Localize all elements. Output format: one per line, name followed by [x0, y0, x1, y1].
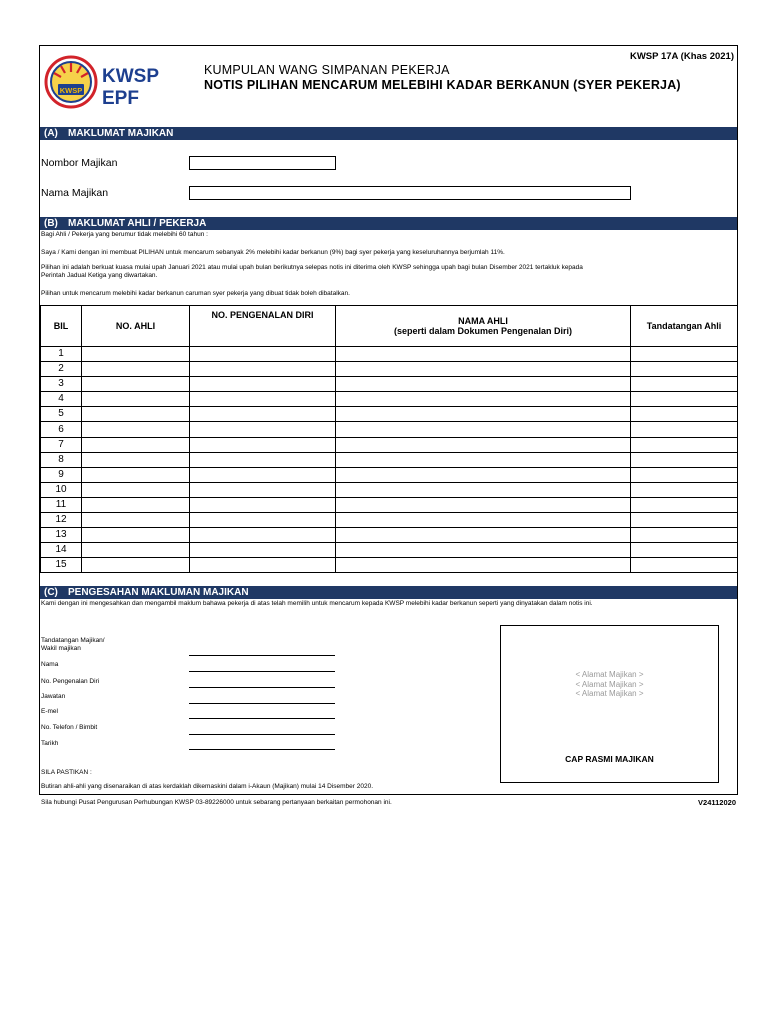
signature-label-line2: Wakil majikan: [41, 645, 81, 652]
cell-tandatangan[interactable]: [631, 467, 738, 482]
member-row: [41, 467, 738, 482]
section-a-header: [40, 127, 737, 140]
cell-no-pengenalan[interactable]: [190, 543, 336, 558]
cell-nama-ahli[interactable]: [336, 437, 631, 452]
cell-no-ahli[interactable]: [82, 377, 190, 392]
col-nama-ahli: [336, 306, 631, 347]
cell-tandatangan[interactable]: [631, 437, 738, 452]
row-number: 14: [41, 543, 82, 558]
cell-no-ahli[interactable]: [82, 528, 190, 543]
section-b-irrevocable: Pilihan untuk mencarum melebihi kadar berkanun caruman syer pekerja yang dibuat tidak boleh dibatalkan.: [41, 290, 350, 297]
cell-nama-ahli[interactable]: [336, 422, 631, 437]
member-row: [41, 558, 738, 573]
cell-nama-ahli[interactable]: [336, 528, 631, 543]
employer-address-block: [501, 670, 718, 699]
cell-no-pengenalan[interactable]: [190, 452, 336, 467]
row-number: 10: [41, 482, 82, 497]
logo-epf-text: EPF: [102, 88, 139, 109]
member-rows: [41, 347, 738, 582]
cell-no-pengenalan[interactable]: [190, 437, 336, 452]
cell-no-ahli[interactable]: [82, 467, 190, 482]
cell-nama-ahli[interactable]: [336, 558, 631, 573]
section-a-number: (A): [44, 128, 58, 139]
date-label: Tarikh: [41, 740, 59, 747]
cell-no-ahli[interactable]: [82, 422, 190, 437]
member-row: [41, 392, 738, 407]
phone-label: No. Telefon / Bimbit: [41, 724, 98, 731]
cell-no-ahli[interactable]: [82, 543, 190, 558]
employer-no-field[interactable]: [189, 156, 336, 170]
ic-label: No. Pengenalan Diri: [41, 678, 100, 685]
name-line[interactable]: [189, 671, 335, 672]
row-number: 2: [41, 362, 82, 377]
col-no-ahli: NO. AHLI: [82, 306, 190, 347]
cell-no-ahli[interactable]: [82, 513, 190, 528]
cell-no-pengenalan[interactable]: [190, 513, 336, 528]
cell-no-pengenalan[interactable]: [190, 407, 336, 422]
cell-tandatangan[interactable]: [631, 528, 738, 543]
cell-tandatangan[interactable]: [631, 422, 738, 437]
spacer-cell: [41, 573, 82, 582]
row-number: 3: [41, 377, 82, 392]
member-table: [40, 305, 738, 581]
spacer-cell: [82, 573, 190, 582]
employer-name-label: Nama Majikan: [41, 187, 109, 199]
official-stamp-label: CAP RASMI MAJIKAN: [565, 754, 654, 764]
kwsp-epf-logo: [44, 54, 170, 110]
cell-no-ahli[interactable]: [82, 437, 190, 452]
member-row: [41, 543, 738, 558]
row-number: 11: [41, 497, 82, 512]
cell-tandatangan[interactable]: [631, 362, 738, 377]
col-no-pengenalan: NO. PENGENALAN DIRI: [190, 306, 336, 347]
member-row: [41, 497, 738, 512]
cell-nama-ahli[interactable]: [336, 497, 631, 512]
member-row: [41, 362, 738, 377]
spacer-cell: [631, 573, 738, 582]
row-number: 12: [41, 513, 82, 528]
cell-nama-ahli[interactable]: [336, 407, 631, 422]
member-row: [41, 513, 738, 528]
email-label: E-mel: [41, 708, 58, 715]
row-number: 7: [41, 437, 82, 452]
date-line[interactable]: [189, 749, 335, 750]
cell-no-pengenalan[interactable]: [190, 392, 336, 407]
cell-nama-ahli[interactable]: [336, 543, 631, 558]
section-b-eligibility: Bagi Ahli / Pekerja yang berumur tidak melebihi 60 tahun :: [41, 231, 208, 238]
member-row: [41, 452, 738, 467]
row-number: 9: [41, 467, 82, 482]
row-number: 4: [41, 392, 82, 407]
member-table-spacer: [41, 573, 738, 582]
cell-no-ahli[interactable]: [82, 497, 190, 512]
row-number: 13: [41, 528, 82, 543]
cell-tandatangan[interactable]: [631, 497, 738, 512]
section-b-choice: Saya / Kami dengan ini membuat PILIHAN untuk mencarum sebanyak 2% melebihi kadar berkanun (9%) bagi syer pekerja yang keseluruhannya berjumlah 11%.: [41, 249, 505, 256]
cell-tandatangan[interactable]: [631, 452, 738, 467]
cell-nama-ahli[interactable]: [336, 467, 631, 482]
cell-no-pengenalan[interactable]: [190, 497, 336, 512]
cell-tandatangan[interactable]: [631, 392, 738, 407]
employer-no-label: Nombor Majikan: [41, 157, 118, 169]
cell-no-pengenalan[interactable]: [190, 467, 336, 482]
logo-kwsp-text: KWSP: [102, 66, 159, 87]
cell-no-ahli[interactable]: [82, 362, 190, 377]
member-row: [41, 437, 738, 452]
section-b-number: (B): [44, 218, 58, 229]
cell-nama-ahli[interactable]: [336, 482, 631, 497]
please-ensure-label: SILA PASTIKAN :: [41, 769, 92, 776]
employer-stamp-box[interactable]: [500, 625, 719, 783]
col-bil: BIL: [41, 306, 82, 347]
cell-nama-ahli[interactable]: [336, 452, 631, 467]
section-b-title: MAKLUMAT AHLI / PEKERJA: [68, 218, 207, 229]
form-title: NOTIS PILIHAN MENCARUM MELEBIHI KADAR BERKANUN (SYER PEKERJA): [204, 78, 681, 92]
member-row: [41, 377, 738, 392]
employer-address-line: < Alamat Majikan >: [575, 670, 644, 679]
section-c-title: PENGESAHAN MAKLUMAN MAJIKAN: [68, 587, 249, 598]
section-c-statement: Kami dengan ini mengesahkan dan mengambil maklum bahawa pekerja di atas telah memilih untuk mencarum kepada KWSP melebihi kadar berkanun seperti yang dinyatakan dalam notis ini.: [41, 600, 593, 607]
section-c-header: [40, 586, 737, 599]
signature-label: [41, 637, 105, 653]
member-row: [41, 482, 738, 497]
employer-address-line: < Alamat Majikan >: [575, 689, 644, 698]
logo-emblem-text: KWSP: [59, 86, 83, 95]
row-number: 1: [41, 347, 82, 362]
cell-no-pengenalan[interactable]: [190, 558, 336, 573]
email-line[interactable]: [189, 718, 335, 719]
member-row: [41, 347, 738, 362]
member-table-header: [41, 306, 738, 347]
cell-no-pengenalan[interactable]: [190, 347, 336, 362]
please-ensure-note: Butiran ahli-ahli yang disenaraikan di atas kerdaklah dikemaskini dalam i-Akaun (Majikan) mulai 14 Disember 2020.: [41, 783, 374, 790]
row-number: 8: [41, 452, 82, 467]
signature-label-line1: Tandatangan Majikan/: [41, 637, 105, 644]
member-row: [41, 528, 738, 543]
member-row: [41, 407, 738, 422]
cell-tandatangan[interactable]: [631, 347, 738, 362]
cell-no-ahli[interactable]: [82, 558, 190, 573]
section-c-number: (C): [44, 587, 58, 598]
col-nama-ahli-subtitle: (seperti dalam Dokumen Pengenalan Diri): [393, 326, 573, 336]
position-line[interactable]: [189, 703, 335, 704]
name-label: Nama: [41, 661, 59, 668]
version-code: V24112020: [698, 798, 736, 807]
cell-no-ahli[interactable]: [82, 347, 190, 362]
cell-nama-ahli[interactable]: [336, 362, 631, 377]
section-b-header: [40, 217, 737, 230]
cell-nama-ahli[interactable]: [336, 377, 631, 392]
row-number: 5: [41, 407, 82, 422]
cell-no-pengenalan[interactable]: [190, 362, 336, 377]
employer-address-line: < Alamat Majikan >: [575, 679, 644, 689]
cell-no-pengenalan[interactable]: [190, 422, 336, 437]
section-b-effective-line1: Pilihan ini adalah berkuat kuasa mulai upah Januari 2021 atau mulai upah bulan berikutnya selepas notis ini diterima oleh KWSP sehingga upah bagi bulan Disember 2021 tertakluk kepada: [41, 264, 583, 271]
col-tandatangan: Tandatangan Ahli: [631, 306, 738, 347]
cell-no-ahli[interactable]: [82, 407, 190, 422]
spacer-cell: [336, 573, 631, 582]
contact-info: Sila hubungi Pusat Pengurusan Perhubungan KWSP 03-89226000 untuk sebarang pertanyaan berkaitan permohonan ini.: [41, 799, 392, 806]
cell-tandatangan[interactable]: [631, 407, 738, 422]
cell-tandatangan[interactable]: [631, 482, 738, 497]
cell-no-ahli[interactable]: [82, 482, 190, 497]
cell-no-ahli[interactable]: [82, 392, 190, 407]
spacer-cell: [190, 573, 336, 582]
cell-nama-ahli[interactable]: [336, 513, 631, 528]
cell-nama-ahli[interactable]: [336, 347, 631, 362]
cell-no-pengenalan[interactable]: [190, 377, 336, 392]
cell-tandatangan[interactable]: [631, 513, 738, 528]
form-code: KWSP 17A (Khas 2021): [629, 51, 734, 62]
member-row: [41, 422, 738, 437]
cell-no-pengenalan[interactable]: [190, 482, 336, 497]
section-b-effective-line2: Perintah Jadual Ketiga yang diwartakan.: [41, 272, 158, 279]
position-label: Jawatan: [41, 693, 66, 700]
section-b-effective: [41, 264, 736, 280]
cell-tandatangan[interactable]: [631, 543, 738, 558]
row-number: 15: [41, 558, 82, 573]
cell-tandatangan[interactable]: [631, 558, 738, 573]
row-number: 6: [41, 422, 82, 437]
employer-name-field[interactable]: [189, 186, 631, 200]
col-nama-ahli-title: NAMA AHLI: [458, 316, 508, 326]
cell-nama-ahli[interactable]: [336, 392, 631, 407]
section-a-title: MAKLUMAT MAJIKAN: [68, 128, 174, 139]
ic-line[interactable]: [189, 687, 335, 688]
cell-no-pengenalan[interactable]: [190, 528, 336, 543]
org-name: KUMPULAN WANG SIMPANAN PEKERJA: [204, 63, 450, 77]
signature-line[interactable]: [189, 655, 335, 656]
cell-no-ahli[interactable]: [82, 452, 190, 467]
cell-tandatangan[interactable]: [631, 377, 738, 392]
phone-line[interactable]: [189, 734, 335, 735]
